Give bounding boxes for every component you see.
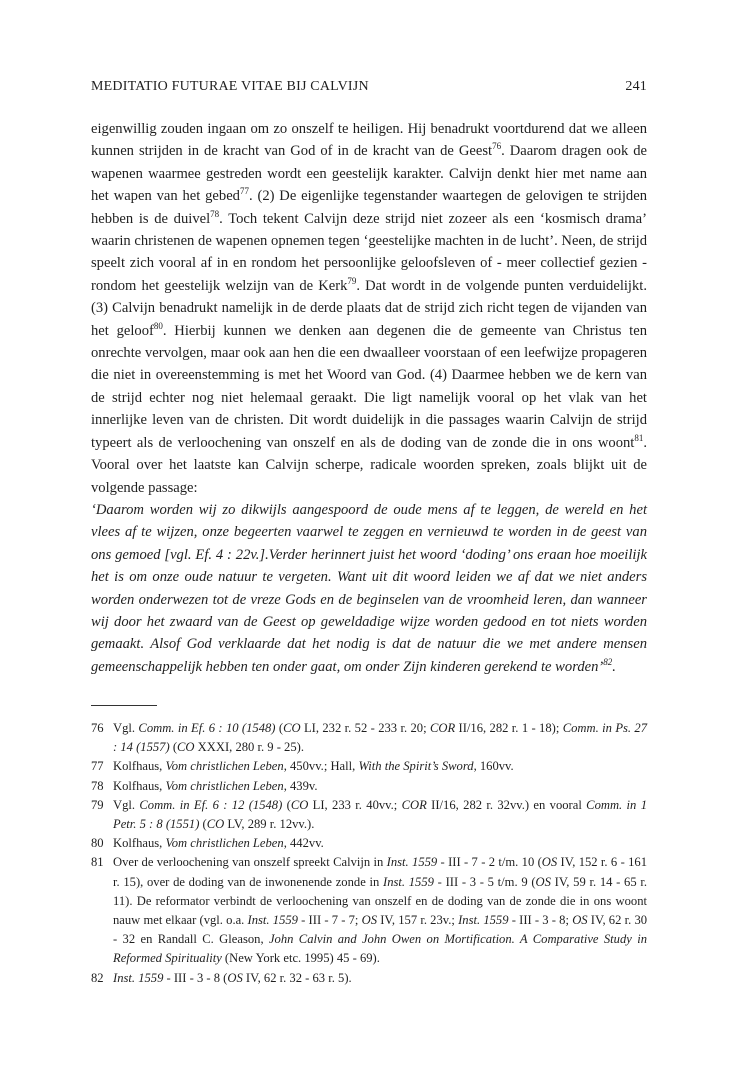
text-run: ( xyxy=(199,817,207,832)
footnote-number: 79 xyxy=(91,797,104,812)
text-run: II/16, 282 r. 32vv.) en vooral xyxy=(426,797,587,812)
citation-title: Inst. 1559 xyxy=(386,855,438,870)
text-run: . Hierbij kunnen we denken aan degenen die de gemeente van Christus ten onrechte vervolgen, maar ook aan hen die een dwaalleer voorstaan of een leefwijzе propageren die niet in overeenstemming is met het Woord van God. (4) Daarmee hebben we de kern van de strijd echter nog niet helemaal geraakt. Die ligt namelijk vooral op het vlak van het innerlijke leven van de christen. Dit wordt duidelijk in die passages waarin Calvijn de strijd typeert als de verloochening van onszelf en als de doding van de zonde die in ons woont xyxy=(91,322,647,451)
text-run: . Dat wordt in de volgende punten verduidelijkt. (3) Calvijn benadrukt namelijk in de derde plaats dat de strijd zich richt tegen de vijanden van het geloof xyxy=(91,277,647,339)
text-run: Kolfhaus, xyxy=(113,759,166,774)
body-paragraph xyxy=(91,118,647,499)
text-run: ( xyxy=(169,740,178,755)
citation-title: Comm. in Ef. 6 : 10 (1548) xyxy=(138,721,276,735)
text-run: ( xyxy=(275,721,284,735)
footnote-number: 81 xyxy=(91,855,104,870)
text-run: XXXI, 280 r. 9 - 25). xyxy=(194,740,304,755)
citation-abbrev: CO xyxy=(290,797,309,812)
footnote-81 xyxy=(91,853,647,968)
footnote-77 xyxy=(91,757,647,776)
citation-title: Comm. in Ps. 27 : 14 (1557) xyxy=(113,721,648,755)
running-title: MEDITATIO FUTURAE VITAE BIJ CALVIJN xyxy=(91,79,369,94)
footnote-82 xyxy=(91,969,647,988)
text-run: , 439v. xyxy=(283,778,318,793)
text-run: - III - 3 - 5 t/m. 9 ( xyxy=(433,874,536,889)
footnote-ref[interactable]: 77 xyxy=(239,186,249,197)
text-run: Over de verloochening van onszelf spreekt Calvijn in xyxy=(113,855,387,870)
citation-abbrev: COR xyxy=(429,721,456,735)
text-run: ( xyxy=(282,797,291,812)
footnote-number: 78 xyxy=(91,778,104,793)
text-run: Kolfhaus, xyxy=(113,836,166,851)
main-text xyxy=(91,118,647,678)
quote-text: ‘Daarom worden wij zo dikwijls aangespoord de oude mens af te leggen, de wereld en het vlees af te wijzen, onze begeerten vaarwel te zeggen en vernieuwd te worden in de geest van ons gemoed [vgl. Ef. 4 : 22v.].Verder herinnert juist het woord ‘doding’ ons eraan hoe moeilijk het is om onze oude natuur te vergeten. Want uit dit woord leiden we af dat we niet anders worden onderwezen tot de vreze Gods en de beginselen van de vroomheid leren, dan wanneer wij door het zwaard van de Geest op geweldadige wijze worden gedood en tot niets worden gemaakt. Alsof God verklaarde dat het nodig is dat de natuur die we met andere mensen gemeenschappelijk hebben ten onder gaat, om onder Zijn kinderen gerekend te worden’ xyxy=(91,501,647,675)
footnote-number: 82 xyxy=(91,970,104,985)
citation-title: Comm. in Ef. 6 : 12 (1548) xyxy=(139,797,283,812)
text-run: LI, 233 r. 40vv.; xyxy=(308,797,402,812)
text-run: . Toch tekent Calvijn deze strijd niet zozeer als een ‘kosmisch drama’ waarin christenen de wapenen opnemen tegen ‘geestelijke machten in de lucht’. Neen, de strijd speelt zich vooral af in en rondom het persoonlijke geloofsleven of - meer collectief gezien - rondom het geestelijk welzijn van de Kerk xyxy=(91,210,647,294)
text-run: , 442vv. xyxy=(283,836,324,851)
footnote-ref[interactable]: 81 xyxy=(634,432,644,443)
footnote-number: 80 xyxy=(91,836,104,851)
text-run: Vgl. xyxy=(113,797,140,812)
citation-abbrev: OS xyxy=(535,874,551,889)
page-number: 241 xyxy=(625,79,647,94)
text-run: (New York etc. 1995) 45 - 69). xyxy=(221,951,380,966)
citation-title: With the Spirit’s Sword xyxy=(358,759,474,774)
text-run: II/16, 282 r. 1 - 18); xyxy=(455,721,563,735)
footnote-ref[interactable]: 79 xyxy=(347,275,357,286)
block-quote xyxy=(91,499,647,678)
footnote-ref[interactable]: 80 xyxy=(153,320,163,331)
citation-title: John Calvin and John Owen on Mortification. A Comparative Study in Reformed Spirituality xyxy=(113,932,647,966)
footnote-number: 77 xyxy=(91,759,104,774)
citation-abbrev: OS xyxy=(541,855,558,870)
text-run: IV, 59 r. 14 - 65 r. 11). De reformator verbindt de verloochening van onszelf en de doding van de zonde die in ons woont nauw met elkaar (vgl. o.a. xyxy=(113,874,647,928)
footnote-ref[interactable]: 76 xyxy=(492,141,502,152)
text-run: - III - 3 - 8 ( xyxy=(163,970,228,985)
citation-abbrev: OS xyxy=(227,970,243,985)
text-run: . Vooral over het laatste kan Calvijn scherpe, radicale woorden spreken, zoals blijkt uit de volgende passage: xyxy=(91,434,647,496)
footnote-divider xyxy=(91,705,157,706)
footnote-ref[interactable]: 82 xyxy=(603,656,613,667)
text-run: , 160vv. xyxy=(473,759,514,774)
footnotes xyxy=(91,719,647,988)
text-run: eigenwillig zouden ingaan om zo onszelf te heiligen. Hij benadrukt voortdurend dat we alleen kunnen strijden in de kracht van God of in de kracht van de Geest xyxy=(91,121,647,160)
citation-title: Inst. 1559 xyxy=(383,874,434,889)
citation-abbrev: CO xyxy=(177,740,195,755)
text-run: LV, 289 r. 12vv.). xyxy=(224,817,315,832)
footnote-ref[interactable]: 78 xyxy=(210,208,220,219)
text-run: , 450vv.; Hall, xyxy=(283,759,359,774)
text-run: IV, 62 r. 32 - 63 r. 5). xyxy=(242,970,352,985)
citation-title: Vom christlichen Leben xyxy=(165,759,284,774)
citation-abbrev: COR xyxy=(401,797,427,812)
text-run: . (2) De eigenlijke tegenstander waartegen de gelovigen te strijden hebben is de duivel xyxy=(91,188,647,227)
text-run: IV, 157 r. 23v.; xyxy=(377,913,459,928)
text-run: . xyxy=(612,658,616,675)
text-run: Vgl. xyxy=(113,721,139,735)
citation-title: Inst. 1559 xyxy=(113,970,164,985)
text-run: - III - 7 - 7; xyxy=(297,913,362,928)
citation-title: Vom christlichen Leben xyxy=(165,836,284,851)
text-run: IV, 152 r. 6 - 161 r. 15), over de doding van de inwonenende zonde in xyxy=(113,855,647,889)
citation-title: Inst. 1559 xyxy=(247,913,298,928)
citation-abbrev: CO xyxy=(206,817,225,832)
citation-abbrev: OS xyxy=(572,913,588,928)
citation-abbrev: CO xyxy=(283,721,301,735)
text-run: IV, 62 r. 30 - 32 en Randall C. Gleason, xyxy=(113,913,648,947)
running-header xyxy=(91,79,647,99)
citation-title: Vom christlichen Leben xyxy=(165,778,284,793)
text-run: . Daarom dragen ook de wapenen waarmee gestreden wordt een geestelijk karakter. Calvijn denkt hier met name aan het wapen van het gebed xyxy=(91,143,647,205)
footnote-76 xyxy=(91,719,647,757)
citation-abbrev: OS xyxy=(361,913,378,928)
footnote-80 xyxy=(91,834,647,853)
text-run: Kolfhaus, xyxy=(113,778,166,793)
footnote-79 xyxy=(91,796,647,834)
text-run: - III - 7 - 2 t/m. 10 ( xyxy=(437,855,542,870)
citation-title: Inst. 1559 xyxy=(458,913,509,928)
text-run: - III - 3 - 8; xyxy=(508,913,573,928)
footnote-number: 76 xyxy=(91,721,104,735)
footnote-78 xyxy=(91,777,647,796)
text-run: LI, 232 r. 52 - 233 r. 20; xyxy=(300,721,430,735)
citation-title: Comm. in 1 Petr. 5 : 8 (1551) xyxy=(113,797,647,832)
